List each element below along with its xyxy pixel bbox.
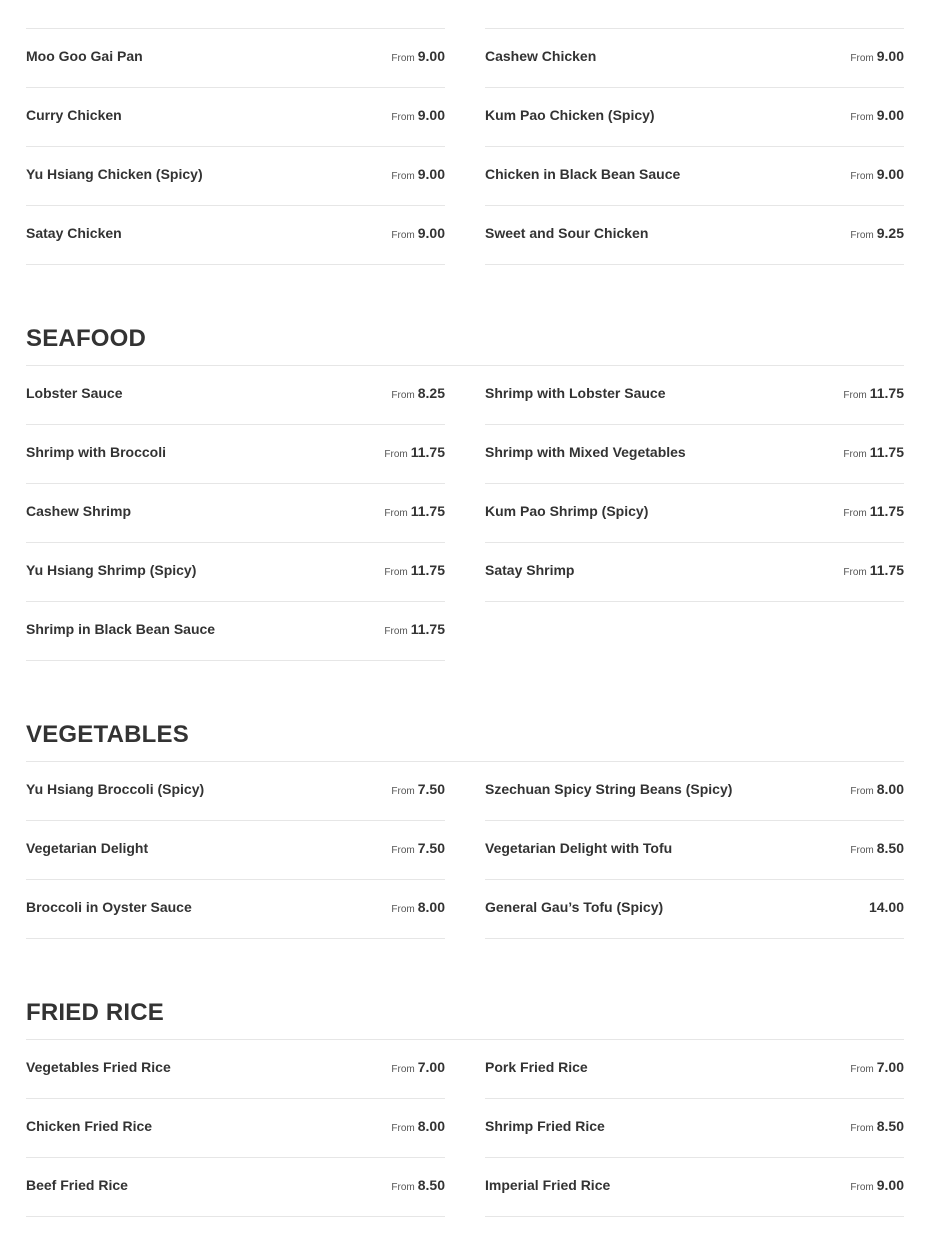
menu-item-price: 9.25 xyxy=(876,225,904,241)
menu-item[interactable] xyxy=(26,762,445,821)
from-label: From xyxy=(384,449,408,460)
menu-item-name: Chicken Fried Rice xyxy=(26,1118,153,1134)
menu-item-price: 9.00 xyxy=(417,48,445,64)
menu-item[interactable] xyxy=(26,29,445,88)
menu-item-price-wrap xyxy=(843,484,904,522)
menu-item-name: Chicken in Black Bean Sauce xyxy=(485,166,681,182)
menu-item-price-wrap xyxy=(850,88,904,126)
menu-item-name: Vegetarian Delight xyxy=(26,840,149,856)
menu-item-price-wrap xyxy=(391,147,445,185)
menu-item-price: 11.75 xyxy=(410,503,445,519)
from-label: From xyxy=(850,230,874,241)
menu-item-price: 11.75 xyxy=(410,621,445,637)
menu-item-price: 7.50 xyxy=(417,781,445,797)
menu-item[interactable] xyxy=(26,880,445,939)
section-title: SEAFOOD xyxy=(26,265,904,366)
menu-item-price-wrap xyxy=(384,425,445,463)
menu-item-price-wrap xyxy=(391,29,445,67)
menu-item-name: Lobster Sauce xyxy=(26,385,123,401)
menu-item-price: 8.50 xyxy=(417,1177,445,1193)
menu-item-name: Shrimp with Broccoli xyxy=(26,444,167,460)
menu-item[interactable] xyxy=(26,484,445,543)
menu-item-name: Shrimp in Black Bean Sauce xyxy=(26,621,216,637)
menu-item-name: Moo Goo Gai Pan xyxy=(26,48,143,64)
menu-grid xyxy=(26,366,904,661)
menu-item-price-wrap xyxy=(869,880,904,916)
menu-item[interactable] xyxy=(485,1158,904,1217)
menu-item-name: Kum Pao Chicken (Spicy) xyxy=(485,107,655,123)
menu-item-name: Shrimp Fried Rice xyxy=(485,1118,605,1134)
menu-item-price-wrap xyxy=(391,821,445,859)
menu-page xyxy=(26,0,904,1217)
menu-item[interactable] xyxy=(26,821,445,880)
menu-item-name: General Gau’s Tofu (Spicy) xyxy=(485,899,664,915)
section-chicken xyxy=(26,0,904,265)
menu-item-price-wrap xyxy=(850,29,904,67)
from-label: From xyxy=(391,230,415,241)
from-label: From xyxy=(391,786,415,797)
menu-item-name: Sweet and Sour Chicken xyxy=(485,225,649,241)
menu-item-price-wrap xyxy=(391,880,445,918)
menu-item-price-wrap xyxy=(843,425,904,463)
menu-item-price: 8.50 xyxy=(876,840,904,856)
menu-item[interactable] xyxy=(485,821,904,880)
menu-item[interactable] xyxy=(485,425,904,484)
menu-item-price: 9.00 xyxy=(876,107,904,123)
menu-item-price: 7.00 xyxy=(876,1059,904,1075)
menu-item-price: 11.75 xyxy=(869,444,904,460)
menu-grid xyxy=(26,762,904,939)
menu-item-price: 8.00 xyxy=(876,781,904,797)
section-fried-rice xyxy=(26,939,904,1217)
menu-item-price-wrap xyxy=(391,1099,445,1137)
from-label: From xyxy=(391,112,415,123)
menu-item-name: Cashew Shrimp xyxy=(26,503,132,519)
from-label: From xyxy=(843,390,867,401)
section-title: VEGETABLES xyxy=(26,661,904,762)
menu-item[interactable] xyxy=(485,1040,904,1099)
menu-item-price-wrap xyxy=(850,1158,904,1196)
menu-item-price-wrap xyxy=(850,1099,904,1137)
menu-item-price-wrap xyxy=(391,206,445,244)
menu-item-price: 11.75 xyxy=(410,562,445,578)
menu-item[interactable] xyxy=(485,543,904,602)
menu-item[interactable] xyxy=(26,602,445,661)
section-seafood xyxy=(26,265,904,661)
menu-item-name: Broccoli in Oyster Sauce xyxy=(26,899,192,915)
menu-item-price-wrap xyxy=(384,602,445,640)
menu-item-price-wrap xyxy=(850,762,904,800)
from-label: From xyxy=(850,171,874,182)
menu-item-price: 11.75 xyxy=(410,444,445,460)
from-label: From xyxy=(391,904,415,915)
menu-item-price: 7.00 xyxy=(417,1059,445,1075)
menu-item-name: Yu Hsiang Chicken (Spicy) xyxy=(26,166,203,182)
menu-item[interactable] xyxy=(485,0,904,29)
menu-item-price-wrap xyxy=(850,206,904,244)
from-label: From xyxy=(391,1064,415,1075)
menu-item-price: 9.00 xyxy=(876,166,904,182)
menu-item-price-wrap xyxy=(384,484,445,522)
menu-item-name: Pork Fried Rice xyxy=(485,1059,588,1075)
menu-item-price: 8.00 xyxy=(417,899,445,915)
menu-item-price: 8.50 xyxy=(876,1118,904,1134)
section-vegetables xyxy=(26,661,904,939)
from-label: From xyxy=(843,508,867,519)
from-label: From xyxy=(843,449,867,460)
from-label: From xyxy=(850,1182,874,1193)
menu-item[interactable] xyxy=(485,88,904,147)
menu-item-name: Szechuan Spicy String Beans (Spicy) xyxy=(485,781,733,797)
menu-item-price-wrap xyxy=(391,366,445,404)
menu-item[interactable] xyxy=(26,0,445,29)
menu-item-name: Shrimp with Mixed Vegetables xyxy=(485,444,686,460)
menu-item-name: Vegetables Fried Rice xyxy=(26,1059,171,1075)
menu-item-price: 7.50 xyxy=(417,840,445,856)
from-label: From xyxy=(391,1123,415,1134)
from-label: From xyxy=(850,1064,874,1075)
from-label: From xyxy=(384,508,408,519)
menu-item-price-wrap xyxy=(391,762,445,800)
menu-item-price-wrap xyxy=(384,543,445,581)
menu-item[interactable] xyxy=(485,206,904,265)
from-label: From xyxy=(384,567,408,578)
menu-item-price: 14.00 xyxy=(868,899,904,915)
menu-item-price: 9.00 xyxy=(417,166,445,182)
menu-item-price-wrap xyxy=(850,147,904,185)
menu-item-price-wrap xyxy=(843,543,904,581)
menu-item-name: Shrimp with Lobster Sauce xyxy=(485,385,666,401)
from-label: From xyxy=(850,845,874,856)
menu-item-price: 8.00 xyxy=(417,1118,445,1134)
menu-item-price: 9.00 xyxy=(876,48,904,64)
from-label: From xyxy=(850,112,874,123)
menu-item[interactable] xyxy=(485,366,904,425)
menu-item[interactable] xyxy=(485,880,904,939)
menu-item-name: Satay Chicken xyxy=(26,225,122,241)
menu-item-price: 11.75 xyxy=(869,562,904,578)
menu-item[interactable] xyxy=(26,1040,445,1099)
menu-item-price-wrap xyxy=(391,1158,445,1196)
from-label: From xyxy=(850,53,874,64)
menu-item-name: Yu Hsiang Broccoli (Spicy) xyxy=(26,781,205,797)
from-label: From xyxy=(843,567,867,578)
menu-item-name: Satay Shrimp xyxy=(485,562,575,578)
menu-item-name: Vegetarian Delight with Tofu xyxy=(485,840,673,856)
menu-item-price-wrap xyxy=(391,88,445,126)
menu-item[interactable] xyxy=(26,1158,445,1217)
section-title: FRIED RICE xyxy=(26,939,904,1040)
menu-item[interactable] xyxy=(26,543,445,602)
menu-grid xyxy=(26,1040,904,1217)
menu-item[interactable] xyxy=(26,1099,445,1158)
menu-item-price-wrap xyxy=(843,366,904,404)
menu-item-name: Cashew Chicken xyxy=(485,48,597,64)
from-label: From xyxy=(391,171,415,182)
menu-item[interactable] xyxy=(485,29,904,88)
menu-grid xyxy=(26,0,904,265)
menu-item[interactable] xyxy=(485,1099,904,1158)
menu-item-name: Yu Hsiang Shrimp (Spicy) xyxy=(26,562,197,578)
from-label: From xyxy=(391,53,415,64)
menu-item-price: 9.00 xyxy=(417,107,445,123)
from-label: From xyxy=(850,1123,874,1134)
menu-item[interactable] xyxy=(485,147,904,206)
menu-item-name: Imperial Fried Rice xyxy=(485,1177,611,1193)
menu-item-name: Kum Pao Shrimp (Spicy) xyxy=(485,503,649,519)
menu-item-price: 9.00 xyxy=(417,225,445,241)
from-label: From xyxy=(391,845,415,856)
menu-item-price-wrap xyxy=(850,821,904,859)
menu-item-price-wrap xyxy=(391,1040,445,1078)
menu-item-name: Curry Chicken xyxy=(26,107,122,123)
from-label: From xyxy=(391,1182,415,1193)
menu-item[interactable] xyxy=(26,206,445,265)
menu-item-name: Beef Fried Rice xyxy=(26,1177,128,1193)
menu-item[interactable] xyxy=(485,484,904,543)
menu-item-price-wrap xyxy=(850,1040,904,1078)
menu-item-price: 8.25 xyxy=(417,385,445,401)
menu-item[interactable] xyxy=(485,762,904,821)
menu-item[interactable] xyxy=(26,366,445,425)
menu-item-price: 11.75 xyxy=(869,503,904,519)
from-label: From xyxy=(391,390,415,401)
menu-item[interactable] xyxy=(26,425,445,484)
menu-item[interactable] xyxy=(26,147,445,206)
from-label: From xyxy=(850,786,874,797)
menu-item-price: 9.00 xyxy=(876,1177,904,1193)
menu-item-price: 11.75 xyxy=(869,385,904,401)
menu-item[interactable] xyxy=(26,88,445,147)
from-label: From xyxy=(384,626,408,637)
